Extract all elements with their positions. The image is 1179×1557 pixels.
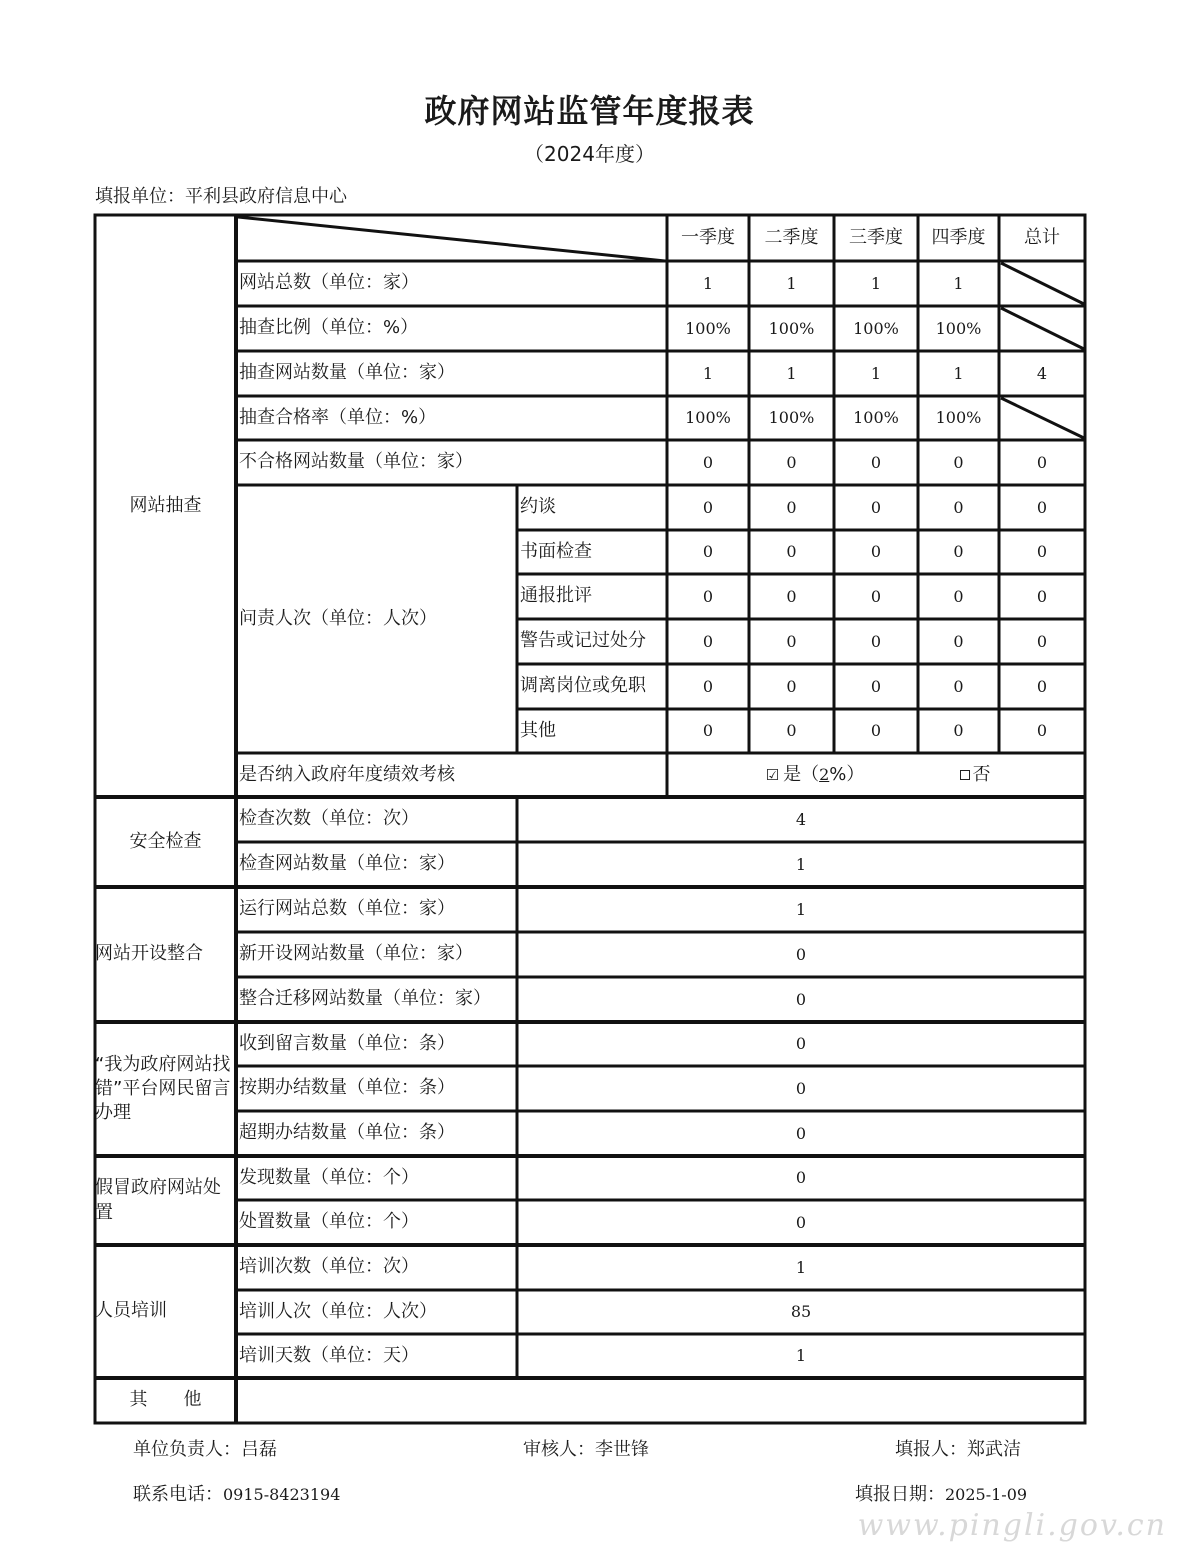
- accountability-label: 问责人次（单位：人次）: [239, 607, 437, 629]
- row-label: 培训人次（单位：人次）: [239, 1300, 437, 1322]
- table-cell: 0: [1036, 586, 1048, 606]
- table-cell: 0: [953, 542, 964, 562]
- assessment-no-option: [955, 753, 995, 797]
- row-label: 检查网站数量（单位：家）: [239, 853, 455, 875]
- row-value: 0: [795, 1078, 807, 1098]
- table-cell: 4: [1036, 363, 1048, 383]
- accountability-item-label: 其他: [520, 719, 556, 741]
- row-label: 培训天数（单位：天）: [239, 1344, 419, 1366]
- row-value: 0: [795, 1034, 807, 1054]
- table-cell: 1: [870, 363, 882, 383]
- table-cell: 100%: [768, 408, 815, 428]
- table-cell: 0: [870, 721, 882, 741]
- table-cell: 0: [953, 497, 964, 517]
- section-website-integration: 网站开设整合: [95, 943, 203, 965]
- row-value: 1: [795, 1257, 807, 1277]
- reviewer-name: 李世锋: [595, 1439, 649, 1460]
- header-q2: 二季度: [764, 226, 819, 248]
- row-value: 0: [795, 1123, 807, 1143]
- row-label-total-websites: 网站总数（单位：家）: [239, 272, 419, 294]
- header-q3: 三季度: [849, 226, 903, 248]
- row-value: 1: [795, 1346, 807, 1366]
- row-label: 检查次数（单位：次）: [239, 808, 419, 830]
- table-cell: 1: [953, 363, 964, 383]
- accountability-item-label: 调离岗位或免职: [520, 675, 646, 697]
- header-total: 总计: [1024, 226, 1060, 248]
- table-cell: 1: [702, 363, 714, 383]
- table-cell: 0: [1036, 452, 1048, 472]
- leader-name: 吕磊: [241, 1439, 277, 1460]
- section-fake-websites: 假冒政府网站处置: [95, 1177, 221, 1223]
- table-cell: 0: [1036, 676, 1048, 696]
- row-label-pass-rate: 抽查合格率（单位：%）: [239, 406, 437, 428]
- table-cell: 0: [870, 452, 882, 472]
- reporting-unit: 填报单位：平利县政府信息中心: [95, 186, 347, 207]
- row-label: 发现数量（单位：个）: [239, 1166, 419, 1188]
- section-other: 其 他: [129, 1389, 202, 1411]
- table-cell: 100%: [935, 408, 982, 428]
- table-cell: 100%: [853, 408, 899, 428]
- row-label: 按期办结数量（单位：条）: [239, 1077, 455, 1099]
- footer-leader: [133, 1435, 277, 1461]
- table-cell: 0: [953, 586, 964, 606]
- row-value: 4: [795, 809, 807, 829]
- table-cell: 100%: [685, 408, 731, 428]
- table-cell: 0: [786, 452, 797, 472]
- leader-label: 单位负责人：: [133, 1439, 241, 1460]
- row-label: 收到留言数量（单位：条）: [239, 1032, 455, 1054]
- table-cell: 0: [953, 721, 964, 741]
- table-cell: 1: [953, 273, 964, 293]
- row-label: 运行网站总数（单位：家）: [239, 898, 455, 920]
- phone-label: 联系电话：: [133, 1484, 223, 1505]
- table-cell: 0: [786, 586, 797, 606]
- filler-label: 填报人：: [895, 1439, 967, 1460]
- assessment-yes-percent: 2: [819, 765, 830, 785]
- table-cell: 0: [1036, 631, 1048, 651]
- header-q4: 四季度: [931, 226, 986, 248]
- table-cell: 0: [1036, 721, 1048, 741]
- table-cell: 0: [870, 542, 882, 562]
- report-title: 政府网站监管年度报表: [424, 92, 755, 130]
- table-cell: 0: [953, 452, 964, 472]
- table-cell: 100%: [853, 318, 899, 338]
- table-cell: 100%: [768, 318, 815, 338]
- section-staff-training: 人员培训: [95, 1300, 167, 1322]
- filler-name: 郑武洁: [967, 1439, 1021, 1460]
- table-cell: 1: [870, 273, 882, 293]
- table-cell: 0: [702, 497, 714, 517]
- row-label-sample-ratio: 抽查比例（单位：%）: [239, 317, 419, 339]
- row-label-sampled-websites: 抽查网站数量（单位：家）: [239, 362, 455, 384]
- section-error-platform: “我为政府网站找错”平台网民留言办理: [95, 1053, 231, 1124]
- assessment-yes-percent-end: %）: [829, 763, 865, 785]
- site-watermark: www.pingli.gov.cn: [857, 1508, 1167, 1543]
- section-website-inspection: 网站抽查: [129, 494, 202, 516]
- row-value: 0: [795, 989, 807, 1009]
- table-cell: 100%: [935, 318, 982, 338]
- section-security-check: 安全检查: [129, 830, 202, 852]
- assessment-yes-label: 是（: [783, 763, 820, 785]
- assessment-label: 是否纳入政府年度绩效考核: [239, 763, 455, 785]
- accountability-item-label: 通报批评: [520, 585, 592, 607]
- table-cell: 0: [702, 676, 714, 696]
- table-cell: 0: [1036, 542, 1048, 562]
- date-value: 2025-1-09: [945, 1485, 1028, 1504]
- table-cell: 0: [1036, 497, 1048, 517]
- date-label: 填报日期：: [855, 1484, 945, 1505]
- table-cell: 0: [702, 631, 714, 651]
- table-cell: 0: [786, 676, 797, 696]
- table-cell: 0: [870, 676, 882, 696]
- table-cell: 1: [786, 363, 797, 383]
- table-cell: 0: [702, 721, 714, 741]
- accountability-item-label: 书面检查: [520, 540, 592, 562]
- table-cell: 0: [786, 497, 797, 517]
- table-cell: 0: [786, 631, 797, 651]
- row-label: 培训次数（单位：次）: [239, 1256, 419, 1278]
- row-value: 0: [795, 1212, 807, 1232]
- row-value: 85: [790, 1302, 812, 1322]
- row-value: 0: [795, 1168, 807, 1188]
- row-label-failed-websites: 不合格网站数量（单位：家）: [239, 451, 473, 473]
- empty-box-icon: [960, 770, 970, 780]
- row-value: 1: [795, 899, 807, 919]
- table-cell: 0: [870, 586, 882, 606]
- checked-box-icon: ☑: [765, 765, 780, 784]
- row-value: 0: [795, 944, 807, 964]
- table-cell: 0: [953, 631, 964, 651]
- assessment-yes-option: [760, 753, 870, 797]
- table-cell: 0: [953, 676, 964, 696]
- footer-phone: [133, 1480, 340, 1506]
- table-cell: 0: [870, 497, 882, 517]
- table-cell: 0: [870, 631, 882, 651]
- table-cell: 0: [702, 452, 714, 472]
- row-label: 新开设网站数量（单位：家）: [239, 943, 473, 965]
- assessment-no-label: 否: [972, 763, 991, 785]
- row-label: 整合迁移网站数量（单位：家）: [239, 988, 491, 1010]
- table-cell: 0: [702, 542, 714, 562]
- row-label: 超期办结数量（单位：条）: [239, 1122, 455, 1144]
- accountability-item-label: 约谈: [520, 496, 556, 518]
- table-cell: 0: [702, 586, 714, 606]
- footer-date: [855, 1480, 1027, 1506]
- reviewer-label: 审核人：: [523, 1439, 595, 1460]
- table-cell: 0: [786, 721, 797, 741]
- report-year: （2024年度）: [524, 142, 655, 166]
- footer-reviewer: [523, 1435, 649, 1461]
- table-cell: 0: [786, 542, 797, 562]
- header-q1: 一季度: [681, 226, 735, 248]
- row-value: 1: [795, 854, 807, 874]
- row-label: 处置数量（单位：个）: [239, 1211, 419, 1233]
- table-cell: 1: [786, 273, 797, 293]
- footer-filler: [895, 1435, 1021, 1461]
- table-cell: 1: [702, 273, 714, 293]
- accountability-item-label: 警告或记过处分: [520, 630, 646, 652]
- phone-number: 0915-8423194: [223, 1485, 341, 1504]
- table-cell: 100%: [685, 318, 731, 338]
